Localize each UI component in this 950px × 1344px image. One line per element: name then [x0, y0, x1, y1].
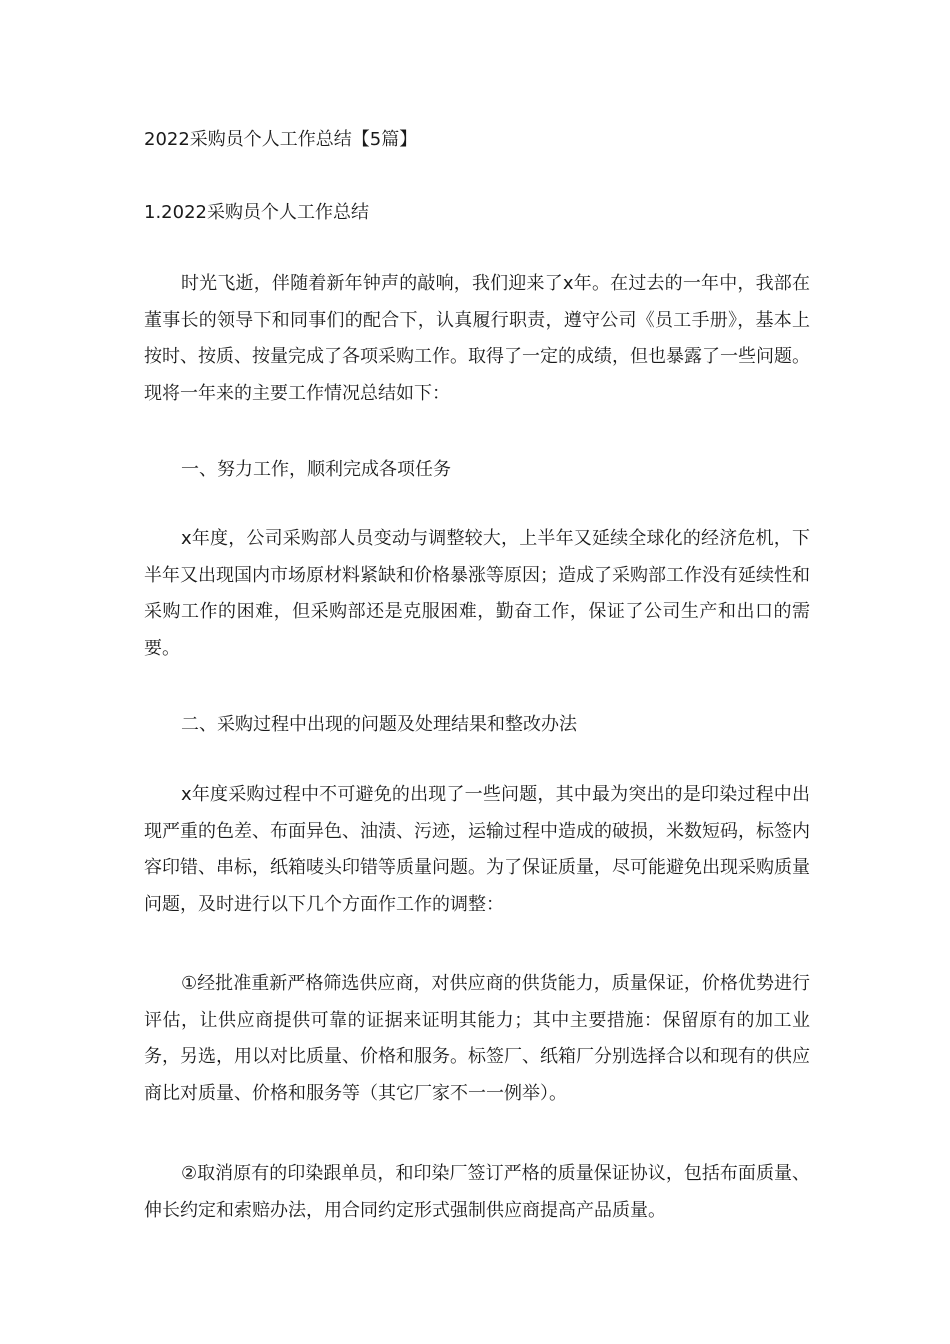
intro-paragraph: 时光飞逝，伴随着新年钟声的敲响，我们迎来了x年。在过去的一年中，我部在董事长的领导下和同事们的配合下，认真履行职责，遵守公司《员工手册》，基本上按时、按质、按量完成了各项采购工作。取得了一定的成绩，但也暴露了一些问题。现将一年来的主要工作情况总结如下：	[144, 273, 810, 404]
section-title: 1.2022采购员个人工作总结	[144, 202, 369, 223]
paragraph-2: x年度采购过程中不可避免的出现了一些问题，其中最为突出的是印染过程中出现严重的色差、布面异色、油渍、污迹，运输过程中造成的破损，米数短码，标签内容印错、串标，纸箱唛头印错等质量问题。为了保证质量，尽可能避免出现采购质量问题，及时进行以下几个方面作工作的调整：	[144, 784, 810, 915]
paragraph-4: ②取消原有的印染跟单员，和印染厂签订严格的质量保证协议，包括布面质量、伸长约定和索赔办法，用合同约定形式强制供应商提高产品质量。	[144, 1163, 810, 1221]
document-title: 2022采购员个人工作总结【5篇】	[144, 129, 418, 150]
paragraph-3: ①经批准重新严格筛选供应商，对供应商的供货能力，质量保证，价格优势进行评估，让供应商提供可靠的证据来证明其能力；其中主要措施：保留原有的加工业务，另选，用以对比质量、价格和服务。标签厂、纸箱厂分别选择合以和现有的供应商比对质量、价格和服务等（其它厂家不一一例举）。	[144, 973, 810, 1104]
paragraph-1: x年度，公司采购部人员变动与调整较大，上半年又延续全球化的经济危机，下半年又出现国内市场原材料紧缺和价格暴涨等原因；造成了采购部工作没有延续性和采购工作的困难，但采购部还是克服困难，勤奋工作，保证了公司生产和出口的需要。	[144, 528, 810, 659]
heading-1: 一、努力工作，顺利完成各项任务	[181, 459, 451, 480]
heading-2: 二、采购过程中出现的问题及处理结果和整改办法	[181, 714, 577, 735]
